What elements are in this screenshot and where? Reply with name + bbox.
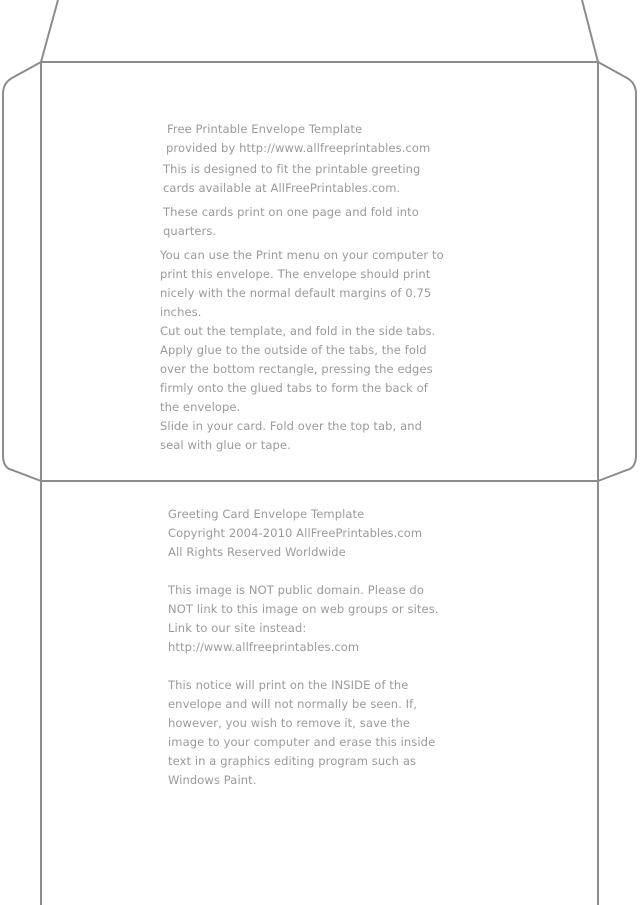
notice-line-4: http://www.allfreeprintables.com xyxy=(168,640,360,654)
instructions-line-5: Cut out the template, and fold in the side tabs. xyxy=(160,324,436,338)
instructions-line-3: nicely with the normal default margins of 0.75 xyxy=(160,286,432,300)
print-notice-line-3: however, you wish to remove it, save the xyxy=(168,716,411,730)
instructions-line-11: seal with glue or tape. xyxy=(160,438,291,452)
left-side-tab-outline xyxy=(3,62,41,481)
instructions-line-9: the envelope. xyxy=(160,400,241,414)
title-line-1: Free Printable Envelope Template xyxy=(167,122,363,136)
cards-line-2: quarters. xyxy=(163,224,217,238)
print-notice-line-1: This notice will print on the INSIDE of the xyxy=(168,678,409,692)
fit-line-2: cards available at AllFreePrintables.com. xyxy=(163,181,401,195)
outside-text-block xyxy=(160,120,444,455)
top-flap-outline xyxy=(41,0,598,62)
cards-line-1: These cards print on one page and fold into xyxy=(163,205,419,219)
print-notice-line-4: image to your computer and erase this inside xyxy=(168,735,436,749)
instructions-line-1: You can use the Print menu on your computer to xyxy=(160,248,444,262)
title-line-2: provided by http://www.allfreeprintables.com xyxy=(166,141,431,155)
fit-line-1: This is designed to fit the printable greeting xyxy=(163,162,421,176)
instructions-line-2: print this envelope. The envelope should print xyxy=(160,267,431,281)
copyright-line-2: Copyright 2004-2010 AllFreePrintables.com xyxy=(168,526,423,540)
instructions-line-8: firmly onto the glued tabs to form the back of xyxy=(160,381,428,395)
notice-line-3: Link to our site instead: xyxy=(168,621,307,635)
instructions-line-6: Apply glue to the outside of the tabs, the fold xyxy=(160,343,427,357)
instructions-line-7: over the bottom rectangle, pressing the edges xyxy=(160,362,433,376)
inside-text-block xyxy=(168,505,439,790)
notice-line-2: NOT link to this image on web groups or sites. xyxy=(168,602,439,616)
notice-line-1: This image is NOT public domain. Please do xyxy=(168,583,424,597)
print-notice-line-2: envelope and will not normally be seen. If, xyxy=(168,697,418,711)
instructions-line-10: Slide in your card. Fold over the top tab, and xyxy=(160,419,423,433)
instructions-line-4: inches. xyxy=(160,305,202,319)
print-notice-line-6: Windows Paint. xyxy=(168,773,257,787)
print-notice-line-5: text in a graphics editing program such as xyxy=(168,754,417,768)
copyright-line-1: Greeting Card Envelope Template xyxy=(168,507,365,521)
right-side-tab-outline xyxy=(598,62,636,481)
copyright-line-3: All Rights Reserved Worldwide xyxy=(168,545,346,559)
